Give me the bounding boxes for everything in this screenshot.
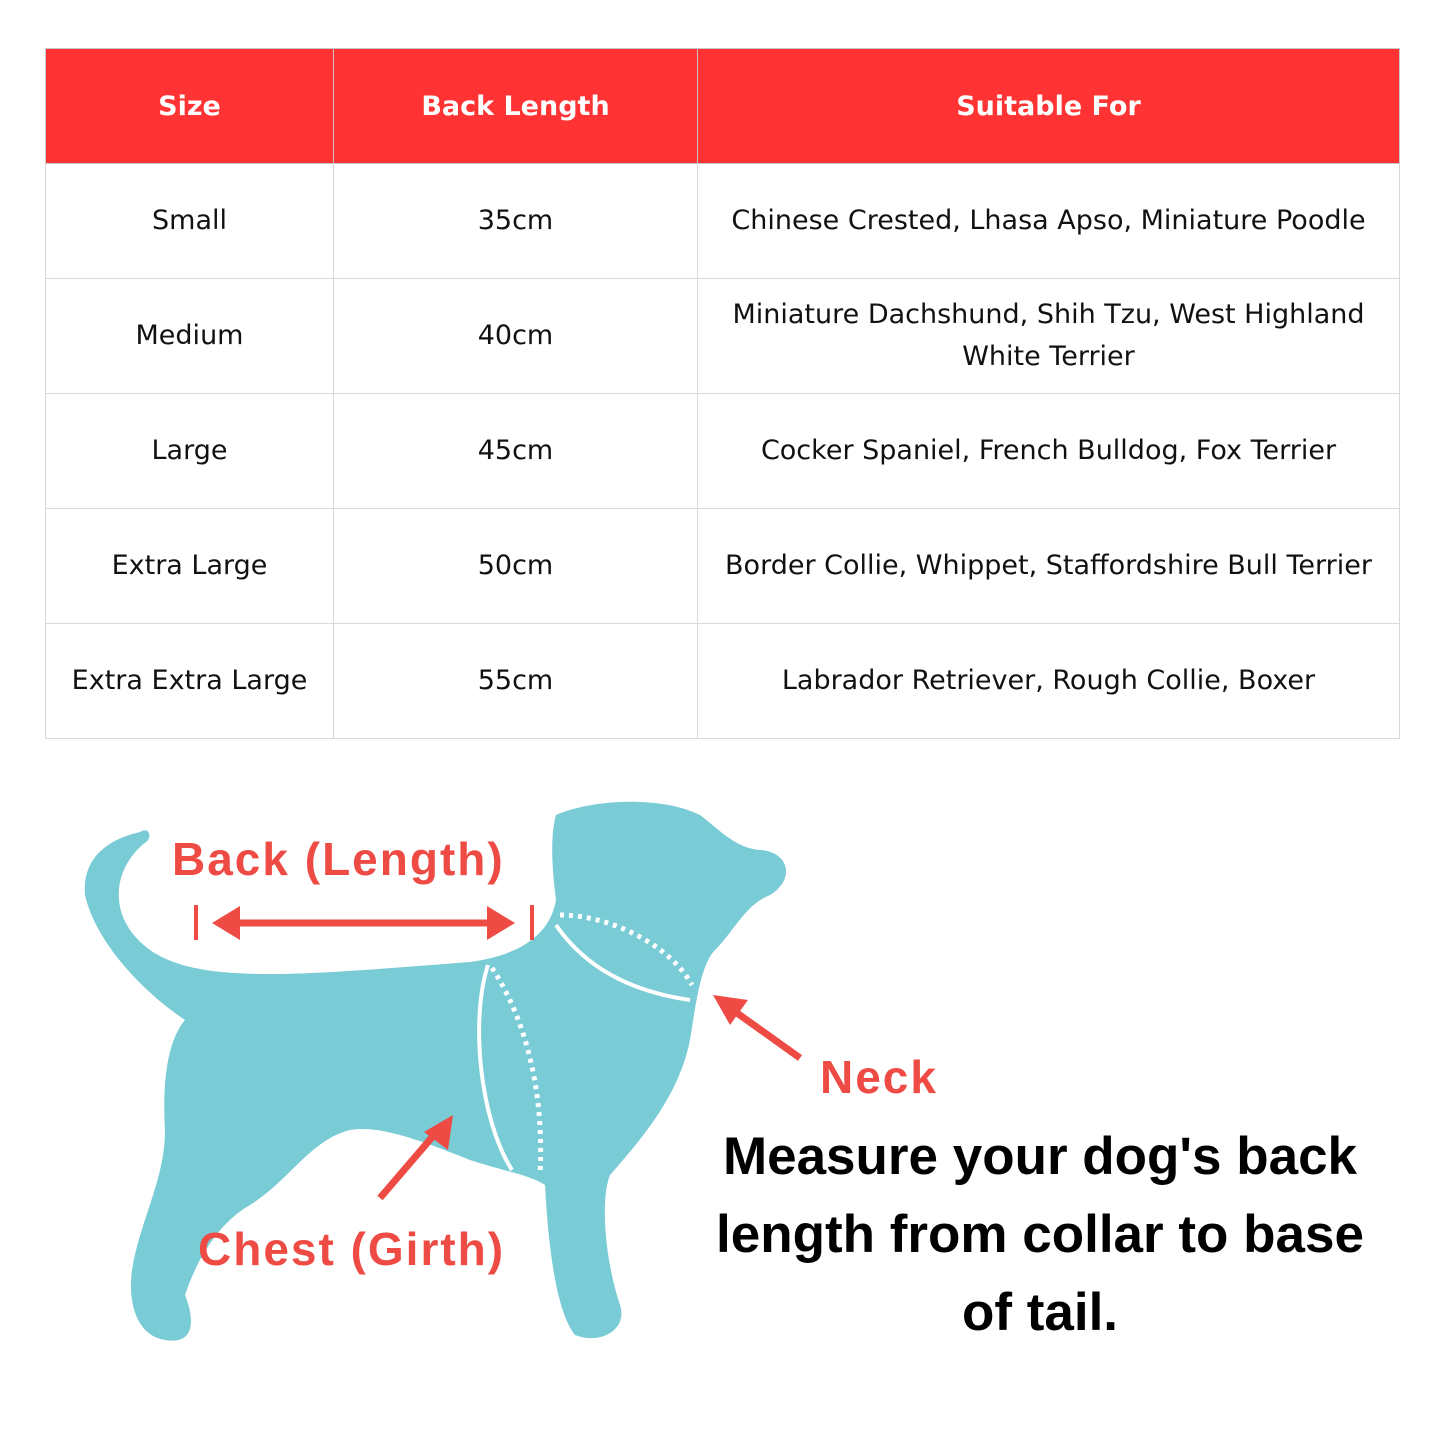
suitable-for-cell: Chinese Crested, Lhasa Apso, Miniature Poodle <box>698 164 1400 279</box>
size-cell: Large <box>46 394 334 509</box>
size-cell: Small <box>46 164 334 279</box>
back-length-cell: 55cm <box>334 624 698 739</box>
header-suitable-for: Suitable For <box>698 49 1400 164</box>
header-back-length: Back Length <box>334 49 698 164</box>
chest-girth-label: Chest (Girth) <box>198 1223 506 1275</box>
back-length-cell: 50cm <box>334 509 698 624</box>
table-row <box>46 164 1400 279</box>
size-cell: Extra Large <box>46 509 334 624</box>
table-header-row <box>46 49 1400 164</box>
back-length-cell: 40cm <box>334 279 698 394</box>
table-row <box>46 279 1400 394</box>
back-length-cell: 35cm <box>334 164 698 279</box>
measurement-instruction: Measure your dog's back length from collar to base of tail. <box>716 1127 1364 1342</box>
back-length-label: Back (Length) <box>172 833 505 885</box>
suitable-for-cell: Cocker Spaniel, French Bulldog, Fox Terrier <box>698 394 1400 509</box>
neck-arrow-icon <box>713 995 800 1058</box>
suitable-for-cell: Miniature Dachshund, Shih Tzu, West Highland White Terrier <box>698 279 1400 394</box>
table-row <box>46 624 1400 739</box>
back-length-cell: 45cm <box>334 394 698 509</box>
size-cell: Medium <box>46 279 334 394</box>
neck-label: Neck <box>820 1051 938 1103</box>
size-cell: Extra Extra Large <box>46 624 334 739</box>
table-row <box>46 509 1400 624</box>
suitable-for-cell: Labrador Retriever, Rough Collie, Boxer <box>698 624 1400 739</box>
suitable-for-cell: Border Collie, Whippet, Staffordshire Bull Terrier <box>698 509 1400 624</box>
header-size: Size <box>46 49 334 164</box>
size-chart-table <box>45 48 1400 739</box>
table-row <box>46 394 1400 509</box>
back-length-arrow-icon <box>196 905 532 940</box>
